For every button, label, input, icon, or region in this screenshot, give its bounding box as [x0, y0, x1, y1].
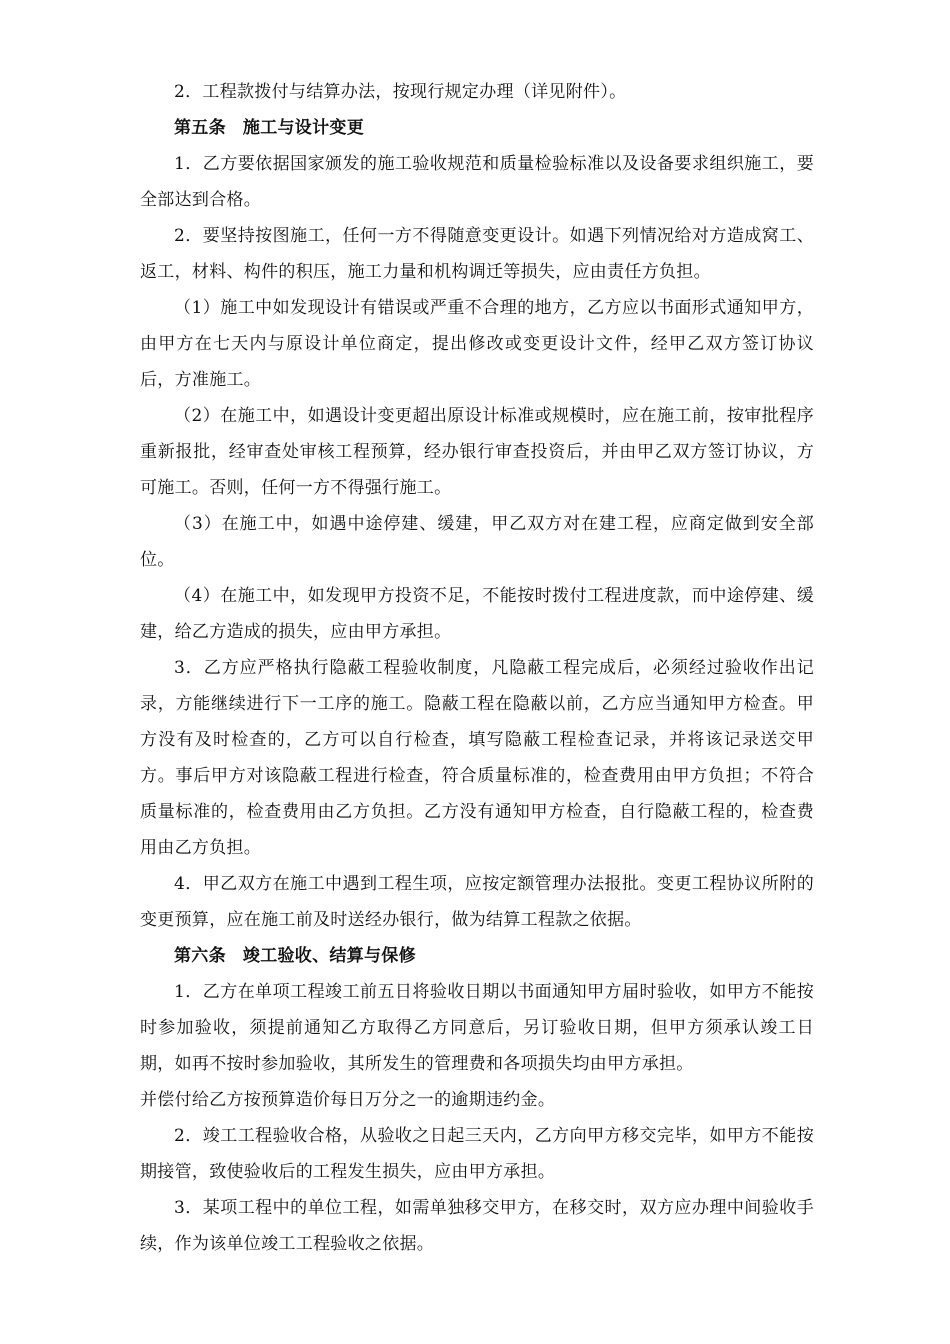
paragraph-6-2: 2．竣工工程验收合格，从验收之日起三天内，乙方向甲方移交完毕，如甲方不能按期接管，致使验收后的工程发生损失，应由甲方承担。 — [140, 1126, 814, 1182]
paragraph-5-2-2: （2）在施工中，如遇设计变更超出原设计标准或规模时，应在施工前，按审批程序重新报批，经审查处审核工程预算，经办银行审查投资后，并由甲乙双方签订协议，方可施工。否则，任何一方不得强行施工。 — [140, 406, 814, 498]
article-6-title: 竣工验收、结算与保修 — [242, 946, 416, 966]
paragraph-6-1: 1．乙方在单项工程竣工前五日将验收日期以书面通知甲方届时验收，如甲方不能按时参加验收，须提前通知乙方取得乙方同意后，另订验收日期，但甲方须承认竣工日期，如再不按时参加验收，其所发生的管理费和各项损失均由甲方承担。 — [140, 982, 814, 1074]
article-6-heading — [140, 938, 814, 974]
paragraph-payment-settlement: 2．工程款拨付与结算办法，按现行规定办理（详见附件）。 — [174, 82, 627, 102]
paragraph-5-2: 2．要坚持按图施工，任何一方不得随意变更设计。如遇下列情况给对方造成窝工、返工，材料、构件的积压，施工力量和机构调迁等损失，应由责任方负担。 — [140, 226, 814, 282]
paragraph-5-3: 3．乙方应严格执行隐蔽工程验收制度，凡隐蔽工程完成后，必须经过验收作出记录，方能继续进行下一工序的施工。隐蔽工程在隐蔽以前，乙方应当通知甲方检查。甲方没有及时检查的，乙方可以自行检查，填写隐蔽工程检查记录，并将该记录送交甲方。事后甲方对该隐蔽工程进行检查，符合质量标准的，检查费用由甲方负担；不符合质量标准的，检查费用由乙方负担。乙方没有通知甲方检查，自行隐蔽工程的，检查费用由乙方负担。 — [140, 658, 814, 858]
paragraph-5-4: 4．甲乙双方在施工中遇到工程生项，应按定额管理办法报批。变更工程协议所附的变更预算，应在施工前及时送经办银行，做为结算工程款之依据。 — [140, 874, 814, 930]
paragraph-6-3: 3．某项工程中的单位工程，如需单独移交甲方，在移交时，双方应办理中间验收手续，作为该单位竣工工程验收之依据。 — [140, 1198, 814, 1254]
paragraph-5-2-4: （4）在施工中，如发现甲方投资不足，不能按时拨付工程进度款，而中途停建、缓建，给乙方造成的损失，应由甲方承担。 — [140, 586, 814, 642]
paragraph-5-2-1: （1）施工中如发现设计有错误或严重不合理的地方，乙方应以书面形式通知甲方，由甲方在七天内与原设计单位商定，提出修改或变更设计文件，经甲乙双方签订协议后，方准施工。 — [140, 298, 814, 390]
article-6-number: 第六条 — [174, 946, 226, 966]
paragraph-6-1-continued: 并偿付给乙方按预算造价每日万分之一的逾期违约金。 — [140, 1090, 556, 1110]
article-5-title: 施工与设计变更 — [242, 118, 365, 138]
article-5-heading — [140, 110, 814, 146]
paragraph-5-2-3: （3）在施工中，如遇中途停建、缓建，甲乙双方对在建工程，应商定做到安全部位。 — [140, 514, 814, 570]
paragraph-5-1: 1．乙方要依据国家颁发的施工验收规范和质量检验标准以及设备要求组织施工，要全部达到合格。 — [140, 154, 814, 210]
article-5-number: 第五条 — [174, 118, 226, 138]
